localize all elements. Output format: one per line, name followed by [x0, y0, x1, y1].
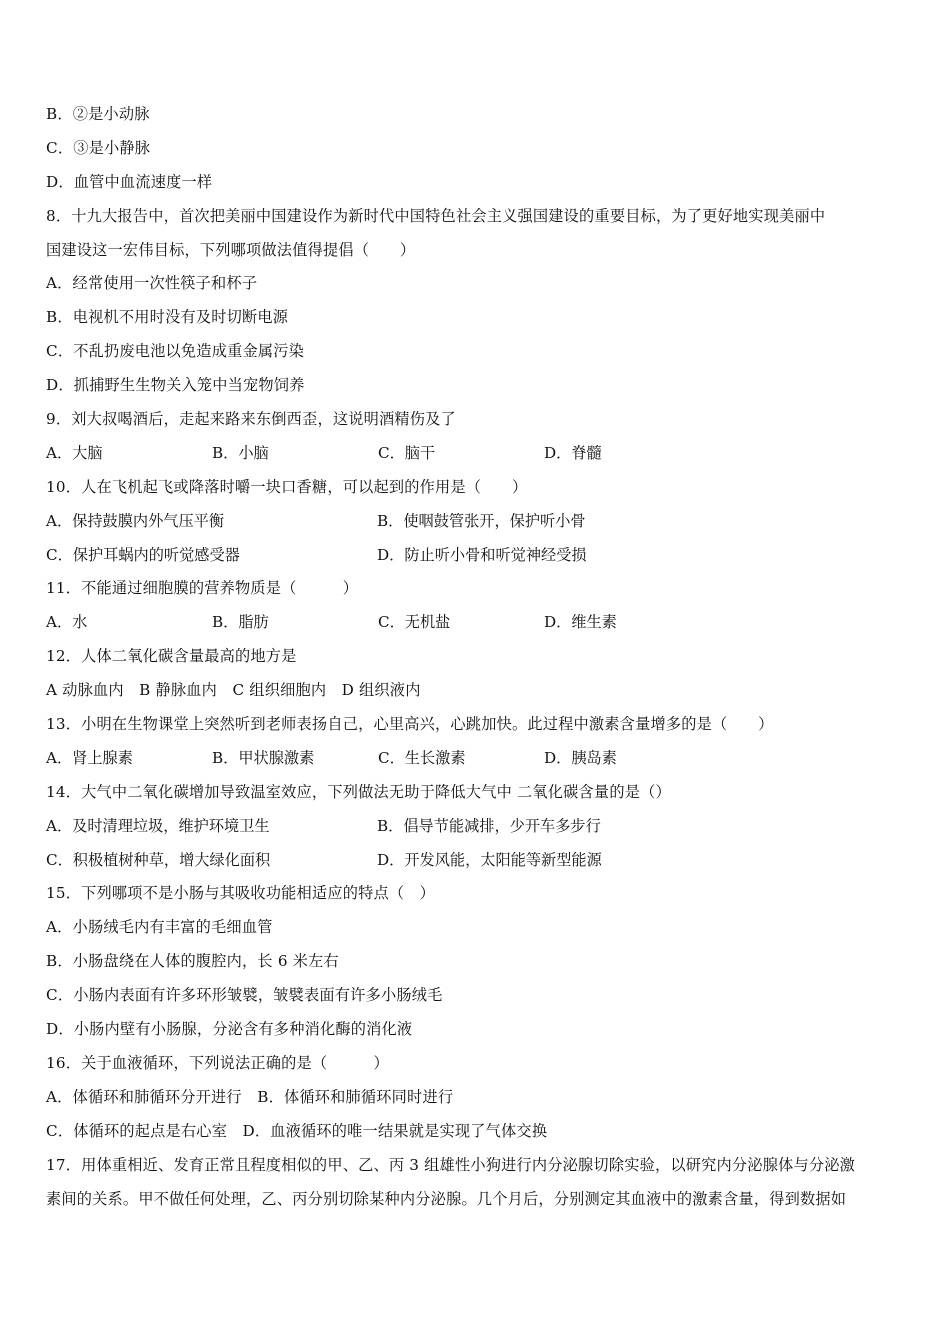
question-14-option-b: B．倡导节能减排，少开车多步行: [377, 816, 601, 835]
question-15-option-b: B．小肠盘绕在人体的腹腔内，长 6 米左右: [46, 952, 339, 971]
question-9-option-a: A．大脑: [46, 443, 103, 462]
question-17-stem-line1: 17．用体重相近、发育正常且程度相似的甲、乙、丙 3 组雄性小狗进行内分泌腺切除实验，以研究内分泌腺体与分泌激: [46, 1155, 856, 1174]
question-10-option-d: D．防止听小骨和听觉神经受损: [377, 545, 587, 564]
question-16-stem: 16．关于血液循环，下列说法正确的是（ ）: [46, 1053, 389, 1072]
option-b-line: B．②是小动脉: [46, 105, 150, 123]
document-page: [46, 98, 916, 1216]
question-9-option-c: C．脑干: [378, 443, 436, 462]
question-8-option-d: D．抓捕野生生物关入笼中当宠物饲养: [46, 376, 305, 395]
question-12-stem: 12．人体二氧化碳含量最高的地方是: [46, 647, 297, 666]
question-13-stem: 13．小明在生物课堂上突然听到老师表扬自己，心里高兴，心跳加快。此过程中激素含量增多的是（ ）: [46, 715, 774, 734]
question-9-options: [46, 437, 916, 471]
question-10-options-cd: [46, 539, 916, 573]
question-16-options-ab: A．体循环和肺循环分开进行 B．体循环和肺循环同时进行: [46, 1087, 454, 1106]
question-13-option-b: B．甲状腺激素: [212, 748, 315, 767]
question-15-stem: 15．下列哪项不是小肠与其吸收功能相适应的特点（ ）: [46, 884, 436, 903]
question-11-option-d: D．维生素: [544, 613, 617, 632]
question-8-option-b: B．电视机不用时没有及时切断电源: [46, 308, 289, 327]
question-16-options-cd: C．体循环的起点是右心室 D．血液循环的唯一结果就是实现了气体交换: [46, 1121, 548, 1140]
question-9-option-d: D．脊髓: [544, 443, 602, 462]
option-d-line: D．血管中血流速度一样: [46, 172, 213, 191]
question-13-option-a: A．肾上腺素: [46, 748, 133, 767]
question-14-options-cd: [46, 844, 916, 878]
question-10-option-a: A．保持鼓膜内外气压平衡: [46, 511, 225, 530]
question-8-option-a: A．经常使用一次性筷子和杯子: [46, 274, 258, 293]
question-11-option-a: A．水: [46, 613, 88, 632]
question-13-option-c: C．生长激素: [378, 748, 466, 767]
question-11-options: [46, 606, 916, 640]
question-13-options: [46, 742, 916, 776]
question-14-options-ab: [46, 810, 916, 844]
question-10-stem: 10．人在飞机起飞或降落时嚼一块口香糖，可以起到的作用是（ ）: [46, 477, 528, 496]
question-11-stem: 11．不能通过细胞膜的营养物质是（ ）: [46, 579, 359, 598]
question-14-option-a: A．及时清理垃圾，维护环境卫生: [46, 816, 270, 835]
question-14-option-d: D．开发风能，太阳能等新型能源: [377, 850, 602, 869]
question-13-option-d: D．胰岛素: [544, 748, 617, 767]
question-12-options: A 动脉血内 B 静脉血内 C 组织细胞内 D 组织液内: [46, 681, 421, 700]
question-15-option-c: C．小肠内表面有许多环形皱襞，皱襞表面有许多小肠绒毛: [46, 986, 443, 1005]
question-11-option-c: C．无机盐: [378, 613, 451, 632]
option-c-line: C．③是小静脉: [46, 138, 151, 157]
question-8-stem-line2: 国建设这一宏伟目标，下列哪项做法值得提倡（ ）: [46, 240, 416, 259]
question-10-option-b: B．使咽鼓管张开，保护听小骨: [377, 511, 586, 530]
question-10-options-ab: [46, 505, 916, 539]
question-8-option-c: C．不乱扔废电池以免造成重金属污染: [46, 342, 305, 361]
question-15-option-a: A．小肠绒毛内有丰富的毛细血管: [46, 918, 273, 937]
question-11-option-b: B．脂肪: [212, 613, 269, 632]
question-9-stem: 9．刘大叔喝酒后，走起来路来东倒西歪，这说明酒精伤及了: [46, 410, 456, 429]
question-17-stem-line2: 素间的关系。甲不做任何处理，乙、丙分别切除某种内分泌腺。几个月后，分别测定其血液中的激素含量，得到数据如: [46, 1189, 847, 1208]
question-10-option-c: C．保护耳蜗内的听觉感受器: [46, 545, 240, 564]
question-14-option-c: C．积极植树种草，增大绿化面积: [46, 850, 271, 869]
question-15-option-d: D．小肠内壁有小肠腺，分泌含有多种消化酶的消化液: [46, 1020, 413, 1039]
question-8-stem-line1: 8．十九大报告中，首次把美丽中国建设作为新时代中国特色社会主义强国建设的重要目标，为了更好地实现美丽中: [46, 206, 826, 225]
question-14-stem: 14．大气中二氧化碳增加导致温室效应，下列做法无助于降低大气中 二氧化碳含量的是（）: [46, 782, 671, 801]
question-9-option-b: B．小脑: [212, 443, 269, 462]
